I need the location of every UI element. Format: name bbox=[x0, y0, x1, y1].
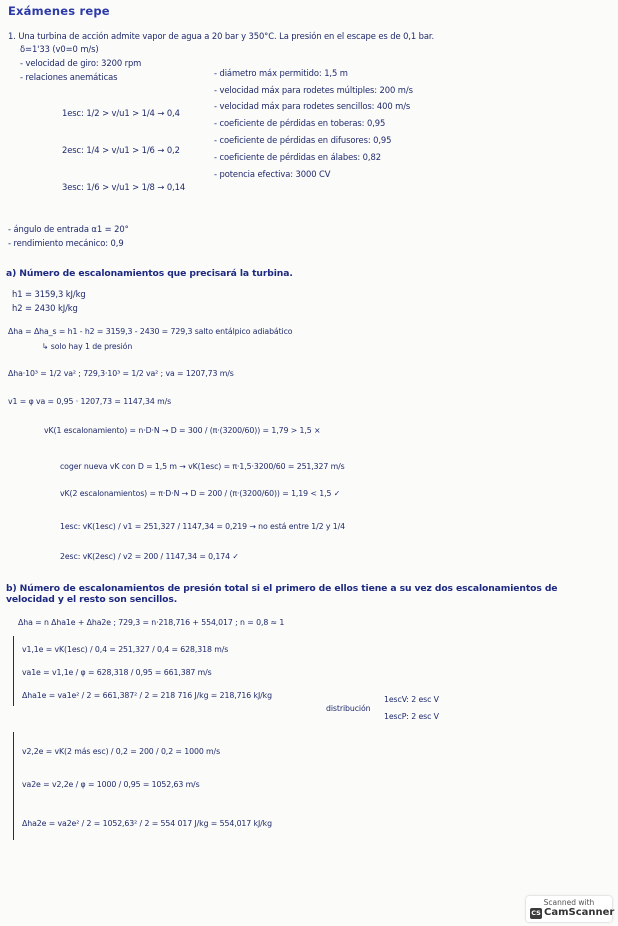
brace-second-stage bbox=[13, 732, 14, 840]
data-right-item: - coeficiente de pérdidas en difusores: 0,95 bbox=[214, 135, 392, 145]
scanner-watermark bbox=[526, 896, 615, 922]
distribution-label: distribución bbox=[326, 704, 371, 713]
data-left-item: 1esc: 1/2 > v/u1 > 1/4 → 0,4 bbox=[62, 108, 180, 118]
data-left-item: δ=1'33 (v0=0 m/s) bbox=[20, 44, 99, 54]
part-a-line: Δha = Δha_s = h1 - h2 = 3159,3 - 2430 = 729,3 salto entálpico adiabático bbox=[8, 327, 293, 336]
part-a-line: 1esc: vK(1esc) / v1 = 251,327 / 1147,34 = 0,219 → no está entre 1/2 y 1/4 bbox=[60, 522, 345, 531]
data-left-item: - relaciones anemáticas bbox=[20, 72, 118, 82]
problem-statement: 1. Una turbina de acción admite vapor de agua a 20 bar y 350°C. La presión en el escape es de 0,1 bar. bbox=[8, 31, 435, 41]
part-a-line: Δha·10³ = 1/2 va² ; 729,3·10³ = 1/2 va² ; va = 1207,73 m/s bbox=[8, 369, 234, 378]
part-b-line: v2,2e = vK(2 más esc) / 0,2 = 200 / 0,2 = 1000 m/s bbox=[22, 747, 221, 756]
part-a-line: vK(1 escalonamiento) = n·D·N → D = 300 / (π·(3200/60)) = 1,79 > 1,5 × bbox=[44, 426, 321, 435]
distribution-option: 1escP: 2 esc V bbox=[384, 712, 439, 721]
data-right-item: - velocidad máx para rodetes múltiples: 200 m/s bbox=[214, 85, 413, 95]
part-a-line: coger nueva vK con D = 1,5 m → vK(1esc) = π·1,5·3200/60 = 251,327 m/s bbox=[60, 462, 345, 471]
data-left-item: 3esc: 1/6 > v/u1 > 1/8 → 0,14 bbox=[62, 182, 186, 192]
part-b-line: va2e = v2,2e / φ = 1000 / 0,95 = 1052,63 m/s bbox=[22, 780, 200, 789]
data-left-item: 2esc: 1/4 > v/u1 > 1/6 → 0,2 bbox=[62, 145, 180, 155]
data-right-item: - coeficiente de pérdidas en toberas: 0,95 bbox=[214, 118, 386, 128]
distribution-option: 1escV: 2 esc V bbox=[384, 695, 439, 704]
camscanner-logo-icon: CS bbox=[531, 909, 541, 917]
camscanner-name: CamScanner bbox=[544, 907, 615, 918]
part-a-line: h1 = 3159,3 kJ/kg bbox=[12, 289, 86, 299]
data-right-item: - velocidad máx para rodetes sencillos: 400 m/s bbox=[214, 101, 411, 111]
data-left-item: - rendimiento mecánico: 0,9 bbox=[8, 238, 124, 248]
part-b-line: v1,1e = vK(1esc) / 0,4 = 251,327 / 0,4 = 628,318 m/s bbox=[22, 645, 229, 654]
data-left-item: - velocidad de giro: 3200 rpm bbox=[20, 58, 142, 68]
part-b-heading: b) Número de escalonamientos de presión total si el primero de ellos tiene a su vez dos escalonamientos de velocidad y el resto son sencillos. bbox=[6, 583, 558, 605]
part-b-line: va1e = v1,1e / φ = 628,318 / 0,95 = 661,387 m/s bbox=[22, 668, 212, 677]
part-b-line: Δha2e = va2e² / 2 = 1052,63² / 2 = 554 017 J/kg = 554,017 kJ/kg bbox=[22, 819, 272, 828]
part-a-line: h2 = 2430 kJ/kg bbox=[12, 303, 78, 313]
part-a-line: 2esc: vK(2esc) / v2 = 200 / 1147,34 = 0,174 ✓ bbox=[60, 552, 239, 561]
brace-first-stage bbox=[13, 636, 14, 706]
part-a-line: vK(2 escalonamientos) = π·D·N → D = 200 / (π·(3200/60)) = 1,19 < 1,5 ✓ bbox=[60, 489, 341, 498]
part-a-line: v1 = φ va = 0,95 · 1207,73 = 1147,34 m/s bbox=[8, 397, 172, 406]
page-title: Exámenes repe bbox=[8, 4, 110, 18]
data-left-item: - ángulo de entrada α1 = 20° bbox=[8, 224, 129, 234]
part-a-line: ↳ solo hay 1 de presión bbox=[42, 342, 133, 351]
data-right-item: - coeficiente de pérdidas en álabes: 0,82 bbox=[214, 152, 381, 162]
part-b-line: Δha = n Δha1e + Δha2e ; 729,3 = n·218,716 + 554,017 ; n = 0,8 ≈ 1 bbox=[18, 618, 285, 627]
part-b-line: Δha1e = va1e² / 2 = 661,387² / 2 = 218 716 J/kg = 218,716 kJ/kg bbox=[22, 691, 272, 700]
data-right-item: - diámetro máx permitido: 1,5 m bbox=[214, 68, 348, 78]
part-a-heading: a) Número de escalonamientos que precisará la turbina. bbox=[6, 268, 293, 279]
data-right-item: - potencia efectiva: 3000 CV bbox=[214, 169, 331, 179]
scanned-with-text: Scanned with bbox=[543, 898, 595, 907]
